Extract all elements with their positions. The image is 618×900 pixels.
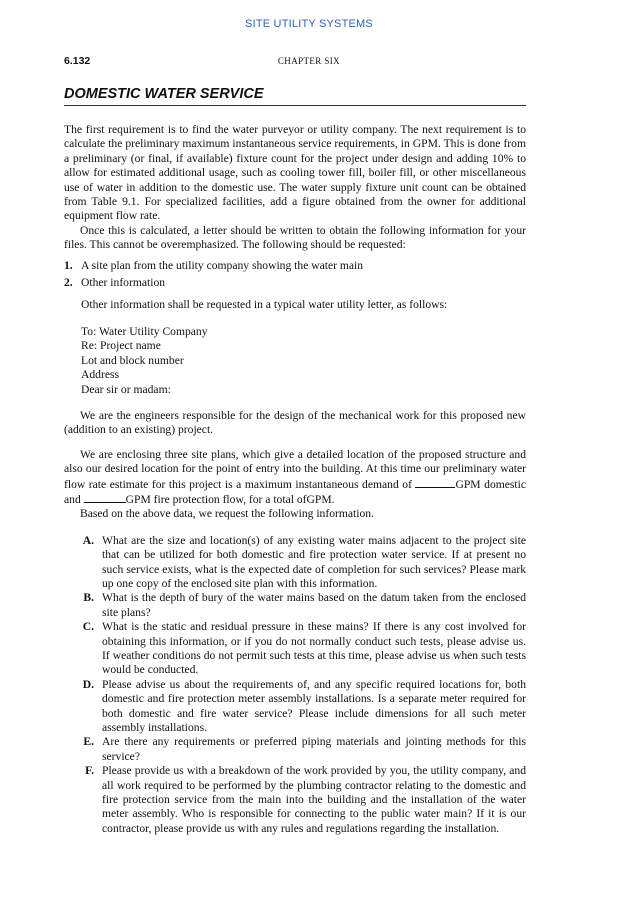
list-item xyxy=(64,678,526,736)
list-text: A site plan from the utility company showing the water main xyxy=(81,258,364,272)
list-item xyxy=(64,534,526,592)
list-number: 2. xyxy=(64,276,73,290)
letter-line: Dear sir or madam: xyxy=(81,382,171,396)
list-text: What is the depth of bury of the water mains based on the datum taken from the enclosed site plans? xyxy=(102,591,526,619)
blank-line xyxy=(415,477,455,488)
lettered-list xyxy=(64,534,526,837)
list-text: Are there any requirements or preferred piping materials and jointing methods for this service? xyxy=(102,735,526,763)
letter-text: GPM. xyxy=(306,492,335,506)
list-item xyxy=(64,620,526,678)
blank-line xyxy=(84,492,126,503)
running-head: SITE UTILITY SYSTEMS xyxy=(245,18,373,30)
paragraph: The first requirement is to find the water purveyor or utility company. The next requirement is to calculate the preliminary maximum instantaneous service requirements, in GPM. This is done from a preliminary (or final, if available) fixture count for the project under design and adding 10% to allow for estimated additional usage, such as cooling tower fill, boiler fill, or other miscellaneous use of water in addition to the domestic use. The water supply fixture unit count can be obtained from Table 9.1. For specialized facilities, add a figure obtained from the owner for additional equipment flow rate. xyxy=(64,123,526,223)
list-label: C. xyxy=(82,620,94,634)
letter-paragraph xyxy=(64,448,526,508)
letter-text: GPM fire protection flow, for a total of xyxy=(125,492,307,506)
body-text xyxy=(64,123,526,836)
letter-line: Lot and block number xyxy=(81,353,184,367)
letter-line: Re: Project name xyxy=(81,339,161,353)
list-text: What are the size and location(s) of any existing water mains adjacent to the project site that can be utilized for both domestic and fire protection water service. If at present no such service exists, what is the expected date of completion for such services? Please mark up one copy of the enclosed site plan with this information. xyxy=(102,533,526,590)
list-item xyxy=(64,259,526,273)
list-item xyxy=(64,764,526,836)
letter-text: We are enclosing three site plans, which give a detailed location of the proposed structure and also our desired location for the point of entry into the building. At this time our preliminary water flow rate estimate for this project is a maximum instantaneous demand of xyxy=(64,447,526,491)
page-number: 6.132 xyxy=(64,55,91,67)
letter-line: To: Water Utility Company xyxy=(81,324,208,338)
paragraph: Once this is calculated, a letter should be written to obtain the following information for your files. This cannot be overemphasized. The following should be requested: xyxy=(64,223,526,252)
letter-paragraph: We are the engineers responsible for the design of the mechanical work for this proposed new (addition to an existing) project. xyxy=(64,408,526,437)
list-text: Please provide us with a breakdown of the work provided by you, the utility company, and all work required to be performed by the plumbing contractor relating to the domestic and fire protection service from the main into the building and the installation of the water meter assembly. Who is responsible for connecting to the public water main? If it is our contractor, please provide us with any rules and regulations regarding the installation. xyxy=(102,764,526,835)
list-label: A. xyxy=(82,533,94,547)
letter-header xyxy=(64,325,526,397)
list-item xyxy=(64,591,526,620)
list-label: B. xyxy=(83,591,94,605)
list-text: What is the static and residual pressure in these mains? If there is any cost involved for obtaining this information, or if you do not normally conduct such tests, please advise us. If weather conditions do not permit such tests at this time, please advise us when such tests would be conducted. xyxy=(102,620,526,677)
letter-paragraph: Based on the above data, we request the following information. xyxy=(80,507,374,521)
list-label: F. xyxy=(85,764,94,778)
list-item xyxy=(64,735,526,764)
list-number: 1. xyxy=(64,258,73,272)
list-label: D. xyxy=(82,677,94,691)
other-info-intro: Other information shall be requested in a typical water utility letter, as follows: xyxy=(81,298,448,312)
section-title: DOMESTIC WATER SERVICE xyxy=(64,86,526,106)
letter-line: Address xyxy=(81,368,119,382)
chapter-label: CHAPTER SIX xyxy=(277,56,341,66)
list-item xyxy=(64,276,526,290)
list-text: Please advise us about the requirements of, and any specific required locations for, both domestic and fire protection meter assembly installations. Is a separate meter required for both domestic and fire water service? Please include dimensions for all such meter assembly installations. xyxy=(102,677,526,735)
letter-text: GPM domestic and xyxy=(64,477,527,506)
list-label: E. xyxy=(83,735,94,749)
list-text: Other information xyxy=(81,276,166,290)
numbered-list xyxy=(64,259,526,291)
